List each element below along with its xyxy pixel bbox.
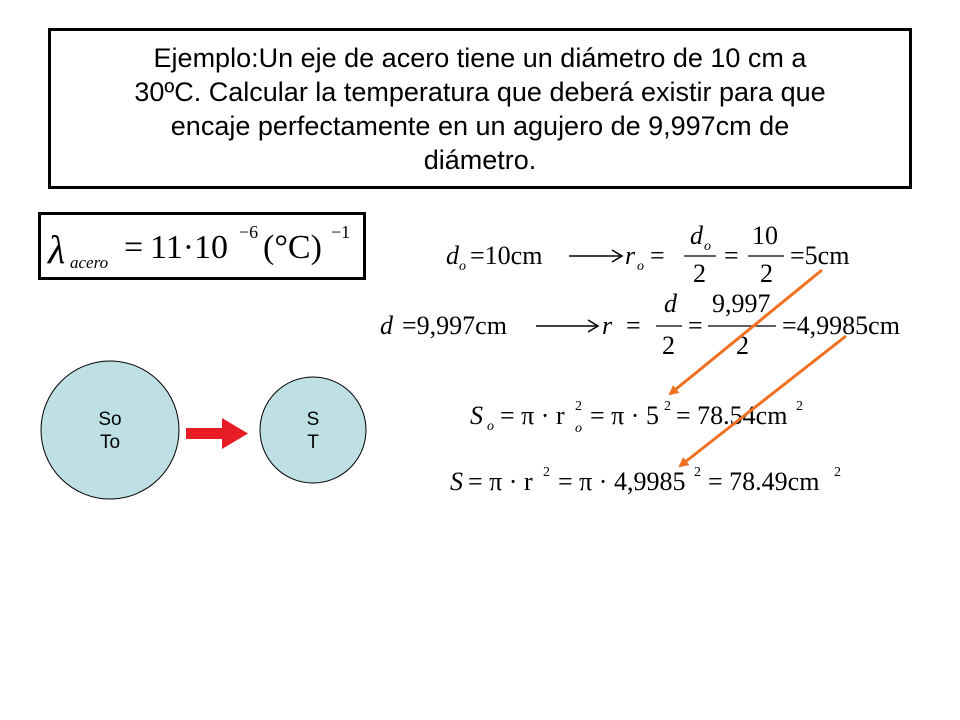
eq1-long-arrow — [569, 250, 622, 262]
eq4-part1: = π · r — [468, 467, 533, 496]
eq2-lhs: d — [380, 311, 393, 340]
eq1-r-sub: o — [637, 259, 644, 274]
equation-4 — [450, 465, 841, 496]
problem-line-3: encaje perfectamente en un agujero de 9,997cm de — [170, 110, 790, 141]
eq1-frac1-num: d — [690, 221, 703, 250]
eq3-lhs: S — [470, 401, 483, 430]
eq2-result: =4,9985cm — [782, 311, 900, 340]
eq3-part1: = π · r — [500, 401, 565, 430]
eq1-lhs: d — [446, 241, 459, 270]
eq1-value: =10cm — [470, 241, 543, 270]
eq1-frac1-num-sub: o — [704, 239, 711, 254]
eq2-equals-a: = — [626, 311, 641, 340]
eq2-frac2-num: 9,997 — [712, 289, 771, 318]
eq1-r: r — [625, 241, 636, 270]
final-area-label: S — [306, 409, 320, 430]
final-temp-label: T — [307, 432, 319, 453]
eq3-sq3: 2 — [796, 399, 803, 414]
eq3-part2: = π · 5 — [590, 401, 659, 430]
eq1-frac2-num: 10 — [752, 221, 778, 250]
equation-2 — [380, 289, 900, 360]
equation-1 — [446, 221, 849, 288]
lambda-symbol: λ — [48, 227, 66, 272]
eq1-equals-b: = — [724, 241, 739, 270]
eq1-lhs-sub: o — [459, 259, 466, 274]
eq2-value: =9,997cm — [402, 311, 507, 340]
eq4-sq3: 2 — [834, 465, 841, 480]
coef-exponent: −6 — [239, 222, 259, 242]
eq2-equals-b: = — [688, 311, 703, 340]
eq4-sq1: 2 — [543, 465, 550, 480]
eq3-result: = 78.54cm — [676, 401, 788, 430]
coef-unit: (°C) — [263, 229, 322, 266]
eq2-r: r — [602, 311, 613, 340]
eq2-long-arrow — [536, 320, 598, 332]
initial-temp-label: To — [99, 432, 121, 453]
eq4-part2: = π · 4,9985 — [558, 467, 686, 496]
eq2-frac2-den: 2 — [736, 331, 749, 360]
initial-area-label: So — [98, 409, 122, 430]
lambda-subscript: acero — [70, 253, 109, 272]
problem-line-2: 30ºC. Calcular la temperatura que deberá existir para que — [134, 76, 826, 107]
coefficient-formula — [47, 222, 350, 272]
coef-equals: = — [124, 229, 144, 266]
eq2-frac1-den: 2 — [662, 331, 675, 360]
eq4-sq2: 2 — [694, 465, 701, 480]
eq2-frac1-num: d — [664, 289, 677, 318]
eq4-lhs: S — [450, 467, 463, 496]
eq3-sq1: 2 — [575, 399, 582, 414]
coef-unit-exponent: −1 — [331, 222, 351, 242]
initial-state-label — [80, 408, 140, 454]
eq4-result: = 78.49cm — [708, 467, 820, 496]
problem-line-1: Ejemplo:Un eje de acero tiene un diámetro de 10 cm a — [153, 42, 807, 73]
eq1-frac1-den: 2 — [693, 259, 706, 288]
eq3-r-sub: o — [575, 421, 582, 436]
red-transition-arrow — [186, 418, 248, 449]
eq1-frac2-den: 2 — [760, 259, 773, 288]
eq3-lhs-sub: o — [487, 419, 494, 434]
eq3-sq2: 2 — [664, 399, 671, 414]
equation-3 — [470, 399, 803, 436]
final-state-label — [283, 408, 343, 454]
eq1-equals-a: = — [650, 241, 665, 270]
eq1-result: =5cm — [790, 241, 850, 270]
problem-line-4: diámetro. — [423, 144, 537, 175]
coef-mantissa: 11·10 — [150, 229, 229, 266]
